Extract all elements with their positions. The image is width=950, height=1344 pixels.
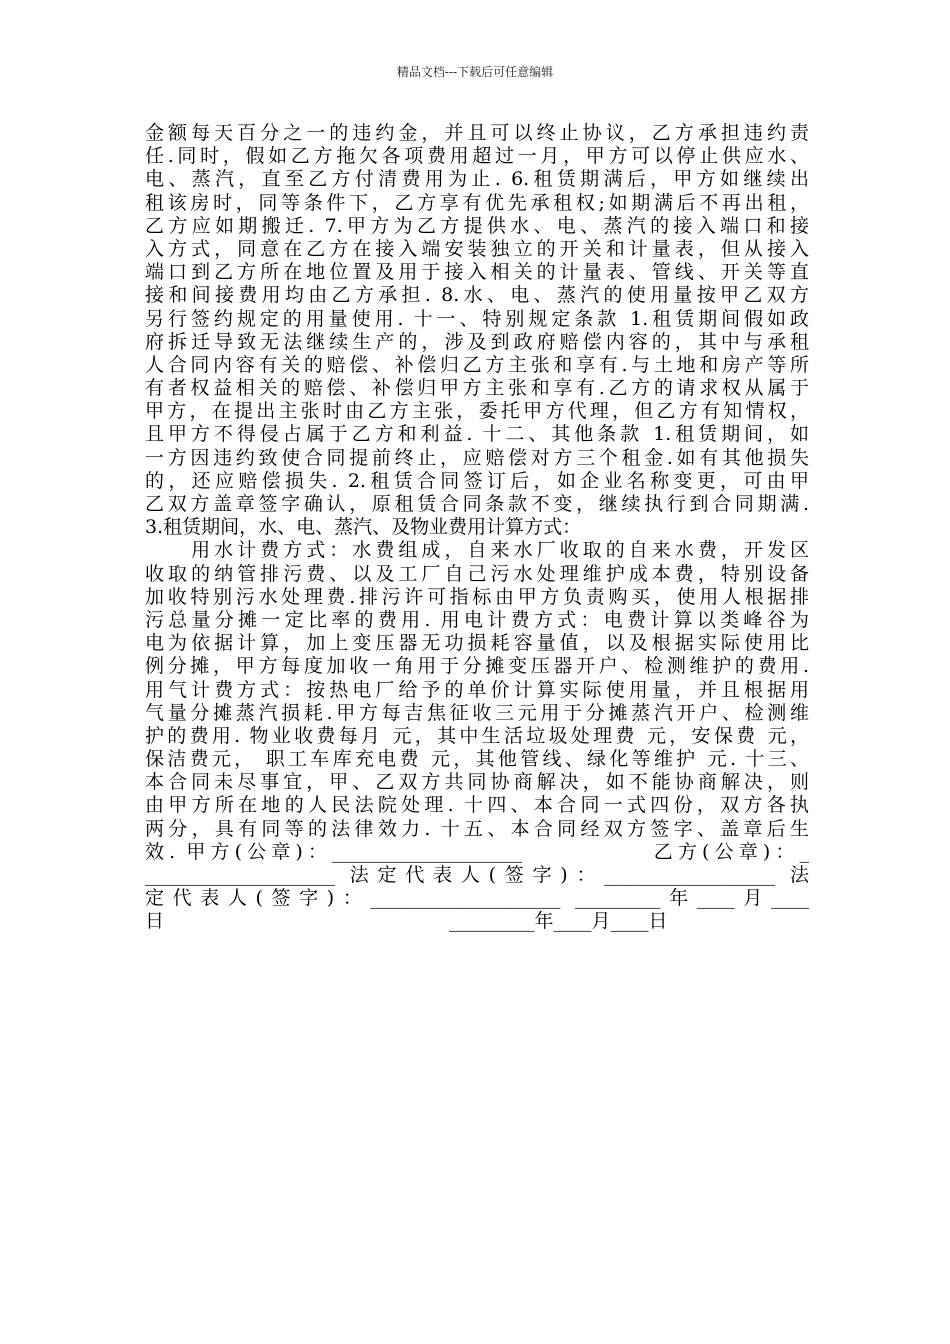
body-line: 用水计费方式：水费组成，自来水厂收取的自来水费，开发区 bbox=[145, 539, 809, 562]
body-line: 人合同内容有关的赔偿、补偿归乙方主张和享有.与土地和房产等所 bbox=[145, 353, 809, 376]
body-line: 有者权益相关的赔偿、补偿归甲方主张和享有.乙方的请求权从属于 bbox=[145, 377, 809, 400]
body-line: 甲方，在提出主张时由乙方主张，委托甲方代理，但乙方有知情权， bbox=[145, 400, 809, 423]
body-line: 另行签约规定的用量使用. 十一、特别规定条款 1.租赁期间假如政 bbox=[145, 307, 809, 330]
document-body bbox=[145, 122, 809, 934]
body-line: 由甲方所在地的人民法院处理. 十四、本合同一式四份，双方各执 bbox=[145, 794, 809, 817]
body-line: 的，还应赔偿损失. 2.租赁合同签订后，如企业名称变更，可由甲 bbox=[145, 469, 809, 492]
body-line: 例分摊，甲方每度加收一角用于分摊变压器开户、检测维护的费用. bbox=[145, 655, 809, 678]
body-line: 两分，具有同等的法律效力. 十五、本合同经双方签字、盖章后生 bbox=[145, 817, 809, 840]
body-line: 气量分摊蒸汽损耗.甲方每吉焦征收三元用于分摊蒸汽开户、检测维 bbox=[145, 701, 809, 724]
body-line: 任.同时，假如乙方拖欠各项费用超过一月，甲方可以停止供应水、 bbox=[145, 145, 809, 168]
body-line: 入方式，同意在乙方在接入端安装独立的开关和计量表，但从接入 bbox=[145, 237, 809, 260]
body-line: 效. 甲方(公章)：____________________ 乙方(公章)：_ bbox=[145, 840, 809, 863]
body-line: 电、蒸汽，直至乙方付清费用为止. 6.租赁期满后，甲方如继续出 bbox=[145, 168, 809, 191]
body-line: 接和间接费用均由乙方承担. 8.水、电、蒸汽的使用量按甲乙双方 bbox=[145, 284, 809, 307]
body-line: 金额每天百分之一的违约金，并且可以终止协议，乙方承担违约责 bbox=[145, 122, 809, 144]
body-line: 日 _________年____月____日 bbox=[145, 910, 668, 933]
body-line: 收取的纳管排污费、以及工厂自己污水处理维护成本费，特别设备 bbox=[145, 562, 809, 585]
body-line: 租该房时，同等条件下，乙方享有优先承租权;如期满后不再出租， bbox=[145, 191, 809, 214]
body-line: 用气计费方式：按热电厂给予的单价计算实际使用量，并且根据用 bbox=[145, 678, 809, 701]
body-line: 保洁费元， 职工车库充电费 元，其他管线、绿化等维护 元. 十三、 bbox=[145, 748, 809, 771]
body-line: 加收特别污水处理费.排污许可指标由甲方负责购买，使用人根据排 bbox=[145, 585, 809, 608]
body-line: 3.租赁期间，水、电、蒸汽、及物业费用计算方式： bbox=[145, 516, 582, 539]
body-line: 端口到乙方所在地位置及用于接入相关的计量表、管线、开关等直 bbox=[145, 261, 809, 284]
body-line: 乙双方盖章签字确认，原租赁合同条款不变，继续执行到合同期满. bbox=[145, 493, 809, 515]
body-line: 府拆迁导致无法继续生产的，涉及到政府赔偿内容的，其中与承租 bbox=[145, 330, 809, 353]
body-line: 本合同未尽事宜，甲、乙双方共同协商解决，如不能协商解决，则 bbox=[145, 771, 809, 794]
body-line: 且甲方不得侵占属于乙方和利益. 十二、其他条款 1.租赁期间，如 bbox=[145, 423, 809, 446]
body-line: 护的费用. 物业收费每月 元，其中生活垃圾处理费 元，安保费 元， bbox=[145, 724, 809, 747]
body-line: 乙方应如期搬迁. 7.甲方为乙方提供水、电、蒸汽的接入端口和接 bbox=[145, 214, 809, 237]
body-line: 一方因违约致使合同提前终止，应赔偿对方三个租金.如有其他损失 bbox=[145, 446, 809, 469]
body-line: 污总量分摊一定比率的费用. 用电计费方式：电费计算以类峰谷为 bbox=[145, 608, 809, 631]
body-line: ____________________ 法定代表人(签字)：__________________ 法 bbox=[145, 864, 809, 886]
page-header: 精品文档---下载后可任意编辑 bbox=[396, 65, 554, 79]
body-line: 定代表人(签字)：____________________ _________年____月____ bbox=[145, 887, 809, 910]
body-line: 电为依据计算，加上变压器无功损耗容量值，以及根据实际使用比 bbox=[145, 632, 809, 655]
